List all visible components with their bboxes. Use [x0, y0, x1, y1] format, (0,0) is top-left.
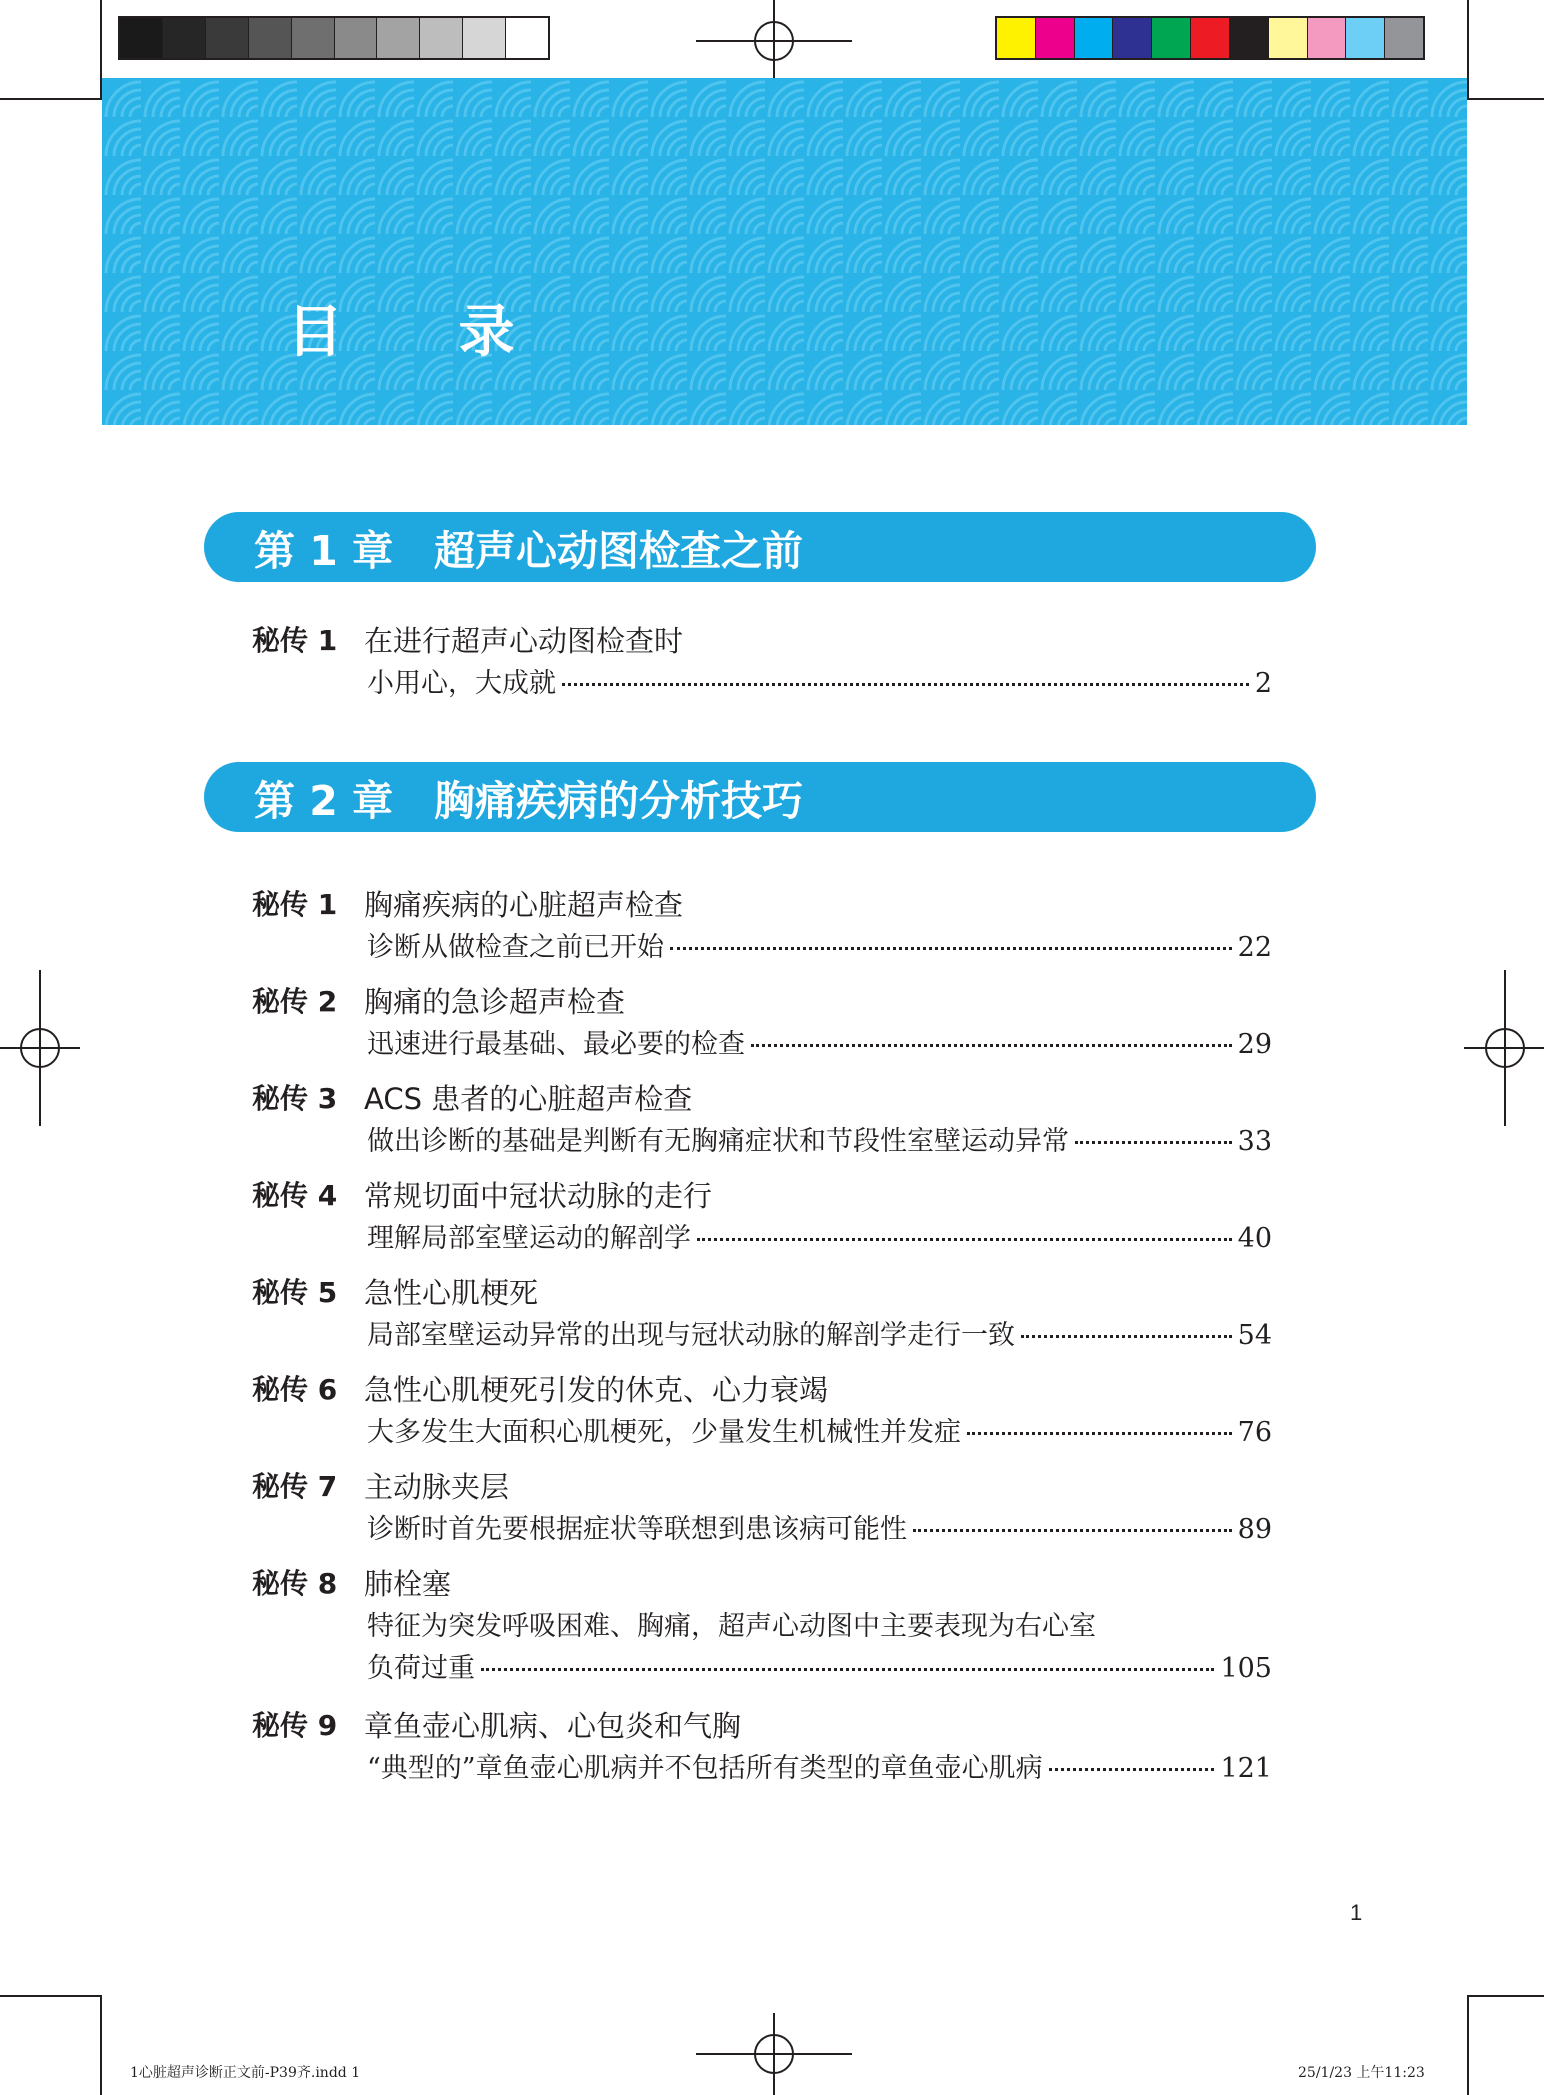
- color-swatch: [1113, 18, 1152, 58]
- dot-leader: [1049, 1768, 1215, 1771]
- entry-title: 急性心肌梗死: [364, 1276, 539, 1310]
- chapter-banner-2: [204, 762, 1316, 832]
- page-title: 目 录: [287, 300, 563, 365]
- entry-subtitle-row: [367, 1410, 1272, 1449]
- crop-mark: [0, 98, 100, 100]
- entry-subtitle: 小用心，大成就: [367, 668, 556, 699]
- process-color-bar: [995, 16, 1425, 60]
- entry-title: ACS 患者的心脏超声检查: [364, 1082, 693, 1116]
- gray-swatch: [506, 18, 548, 58]
- color-swatch: [1385, 18, 1423, 58]
- entry-label: 秘传 2: [252, 985, 338, 1018]
- entry-subtitle: 理解局部室壁运动的解剖学: [367, 1223, 691, 1254]
- entry-title: 胸痛的急诊超声检查: [364, 985, 626, 1019]
- gray-swatch: [120, 18, 163, 58]
- entry-subtitle-row: [367, 1746, 1272, 1785]
- grayscale-color-bar: [118, 16, 550, 60]
- entry-subtitle-row: [367, 1313, 1272, 1352]
- entry-subtitle-row: [367, 1022, 1272, 1061]
- dot-leader: [670, 947, 1232, 950]
- entry-page-number: 54: [1237, 1320, 1272, 1351]
- entry-title: 主动脉夹层: [364, 1470, 510, 1504]
- entry-label: 秘传 9: [252, 1709, 338, 1742]
- entry-label: 秘传 5: [252, 1276, 338, 1309]
- entry-subtitle-line1: 特征为突发呼吸困难、胸痛，超声心动图中主要表现为右心室: [367, 1611, 1096, 1642]
- crop-mark: [1467, 1995, 1469, 2095]
- entry-subtitle: 局部室壁运动异常的出现与冠状动脉的解剖学走行一致: [367, 1320, 1015, 1351]
- gray-swatch: [335, 18, 378, 58]
- entry-subtitle-row: [367, 1119, 1272, 1158]
- entry-label: 秘传 7: [252, 1470, 338, 1503]
- crop-mark: [100, 1995, 102, 2095]
- dot-leader: [481, 1668, 1214, 1671]
- gray-swatch: [163, 18, 206, 58]
- entry-title: 常规切面中冠状动脉的走行: [364, 1179, 713, 1213]
- entry-page-number: 2: [1254, 668, 1272, 699]
- dot-leader: [562, 683, 1249, 686]
- entry-subtitle: 大多发生大面积心肌梗死，少量发生机械性并发症: [367, 1417, 961, 1448]
- slug-filename: 1心脏超声诊断正文前-P39齐.indd 1: [130, 2065, 361, 2081]
- entry-title: 急性心肌梗死引发的休克、心力衰竭: [364, 1373, 829, 1407]
- gray-swatch: [206, 18, 249, 58]
- entry-label: 秘传 3: [252, 1082, 338, 1115]
- color-swatch: [1308, 18, 1347, 58]
- entry-subtitle-row: [367, 1216, 1272, 1255]
- entry-page-number: 22: [1237, 932, 1272, 963]
- page-number: 1: [1350, 1900, 1363, 1925]
- gray-swatch: [420, 18, 463, 58]
- entry-page-number: 89: [1237, 1514, 1272, 1545]
- entry-subtitle-row: [367, 1646, 1272, 1685]
- entry-subtitle: 迅速进行最基础、最必要的检查: [367, 1029, 745, 1060]
- gray-swatch: [249, 18, 292, 58]
- color-swatch: [1191, 18, 1230, 58]
- entry-page-number: 105: [1220, 1653, 1272, 1684]
- crop-mark: [1467, 1995, 1544, 1997]
- entry-title: 章鱼壶心肌病、心包炎和气胸: [364, 1709, 742, 1743]
- chapter-number: 第 2 章: [254, 776, 394, 825]
- entry-page-number: 40: [1237, 1223, 1272, 1254]
- entry-title: 胸痛疾病的心脏超声检查: [364, 888, 684, 922]
- dot-leader: [967, 1432, 1232, 1435]
- entry-subtitle: “典型的”章鱼壶心肌病并不包括所有类型的章鱼壶心肌病: [367, 1753, 1043, 1784]
- entry-page-number: 33: [1237, 1126, 1272, 1157]
- dot-leader: [697, 1238, 1232, 1241]
- entry-subtitle: 诊断从做检查之前已开始: [367, 932, 664, 963]
- dot-leader: [751, 1044, 1232, 1047]
- header-band: [102, 78, 1467, 425]
- entry-subtitle: 做出诊断的基础是判断有无胸痛症状和节段性室壁运动异常: [367, 1126, 1069, 1157]
- gray-swatch: [463, 18, 506, 58]
- entry-label: 秘传 1: [252, 888, 338, 921]
- color-swatch: [1152, 18, 1191, 58]
- gray-swatch: [377, 18, 420, 58]
- entry-page-number: 121: [1220, 1753, 1272, 1784]
- chapter-title: 超声心动图检查之前: [434, 526, 803, 575]
- color-swatch: [1269, 18, 1308, 58]
- crop-mark: [1467, 0, 1469, 100]
- chapter-title: 胸痛疾病的分析技巧: [434, 776, 803, 825]
- color-swatch: [1075, 18, 1114, 58]
- dot-leader: [1075, 1141, 1232, 1144]
- crop-mark: [1467, 98, 1544, 100]
- color-swatch: [1230, 18, 1269, 58]
- slug-timestamp: 25/1/23 上午11:23: [1298, 2065, 1425, 2081]
- entry-page-number: 29: [1237, 1029, 1272, 1060]
- gray-swatch: [292, 18, 335, 58]
- entry-page-number: 76: [1237, 1417, 1272, 1448]
- entry-title: 在进行超声心动图检查时: [364, 624, 684, 658]
- dot-leader: [1021, 1335, 1232, 1338]
- entry-subtitle: 诊断时首先要根据症状等联想到患该病可能性: [367, 1514, 907, 1545]
- entry-subtitle-row: [367, 661, 1272, 700]
- color-swatch: [1346, 18, 1385, 58]
- chapter-number: 第 1 章: [254, 526, 394, 575]
- entry-label: 秘传 8: [252, 1567, 338, 1600]
- color-swatch: [1036, 18, 1075, 58]
- entry-subtitle: 负荷过重: [367, 1653, 475, 1684]
- entry-label: 秘传 6: [252, 1373, 338, 1406]
- wave-pattern-background: [102, 78, 1467, 425]
- entry-title: 肺栓塞: [364, 1567, 452, 1601]
- dot-leader: [913, 1529, 1232, 1532]
- entry-subtitle-row: [367, 1507, 1272, 1546]
- crop-mark: [0, 1995, 100, 1997]
- entry-label: 秘传 4: [252, 1179, 338, 1212]
- entry-label: 秘传 1: [252, 624, 338, 657]
- color-swatch: [997, 18, 1036, 58]
- chapter-banner-1: [204, 512, 1316, 582]
- entry-subtitle-row: [367, 925, 1272, 964]
